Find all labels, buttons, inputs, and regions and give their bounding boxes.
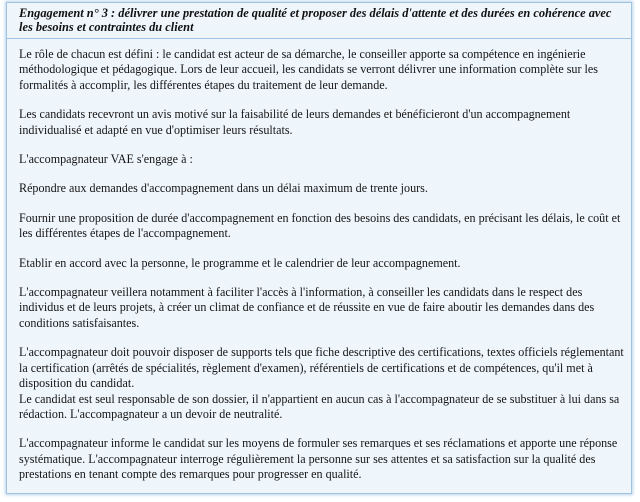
paragraph-programme-calendrier: Etablir en accord avec la personne, le programme et le calendrier de leur accompagnement. — [19, 255, 461, 270]
title-bar — [7, 3, 631, 39]
engagement-title: Engagement n° 3 : délivrer une prestation de qualité et proposer des délais d'attente et des durées en cohérence avec les besoins et contraintes du client — [19, 6, 612, 34]
paragraph-acces-information: L'accompagnateur veillera notamment à faciliter l'accès à l'information, à conseiller les candidats dans le respect des individus et de leurs projets, à créer un climat de confiance et de réussite en vue de faire aboutir les demandes dans des conditions satisfaisantes. — [19, 285, 595, 330]
engagement-panel — [6, 2, 632, 494]
paragraph-responsabilite-candidat: Le candidat est seul responsable de son dossier, il n'appartient en aucun cas à l'accompagnateur de se substituer à lui dans sa rédaction. L'accompagnateur a un devoir de neutralité. — [19, 391, 620, 421]
paragraph-proposition-duree: Fournir une proposition de durée d'accompagnement en fonction des besoins des candidats, en précisant les délais, le coût et les différentes étapes de l'accompagnement. — [19, 210, 621, 241]
paragraph-engagement-intro: L'accompagnateur VAE s'engage à : — [19, 152, 193, 167]
paragraph-roles: Le rôle de chacun est défini : le candidat est acteur de sa démarche, le conseiller apporte sa compétence en ingénierie méthodologique et pédagogique. Lors de leur accueil, les candidats se verront délivrer une information complète sur les formalités à accomplir, les différentes étapes du traitement de leur demande. — [19, 47, 598, 92]
engagement-body — [19, 47, 625, 483]
paragraph-avis-motive: Les candidats recevront un avis motivé sur la faisabilité de leurs demandes et bénéficieront d'un accompagnement individualisé et adapté en vue d'optimiser leurs résultats. — [19, 107, 571, 137]
paragraph-delai-reponse: Répondre aux demandes d'accompagnement dans un délai maximum de trente jours. — [19, 181, 428, 196]
paragraph-reclamations: L'accompagnateur informe le candidat sur les moyens de formuler ses remarques et ses réclamations et apporte une réponse systématique. L'accompagnateur interroge régulièrement la personne sur ses attentes et sa satisfaction sur la qualité des prestations en tenant compte des remarques pour progresser en qualité. — [19, 436, 618, 482]
paragraph-supports: L'accompagnateur doit pouvoir disposer de supports tels que fiche descriptive des certifications, textes officiels réglementant la certification (arrêtés de spécialités, règlement d'examen), référentiels de certifications et de compétences, qu'il met à disposition du candidat. — [19, 345, 624, 391]
